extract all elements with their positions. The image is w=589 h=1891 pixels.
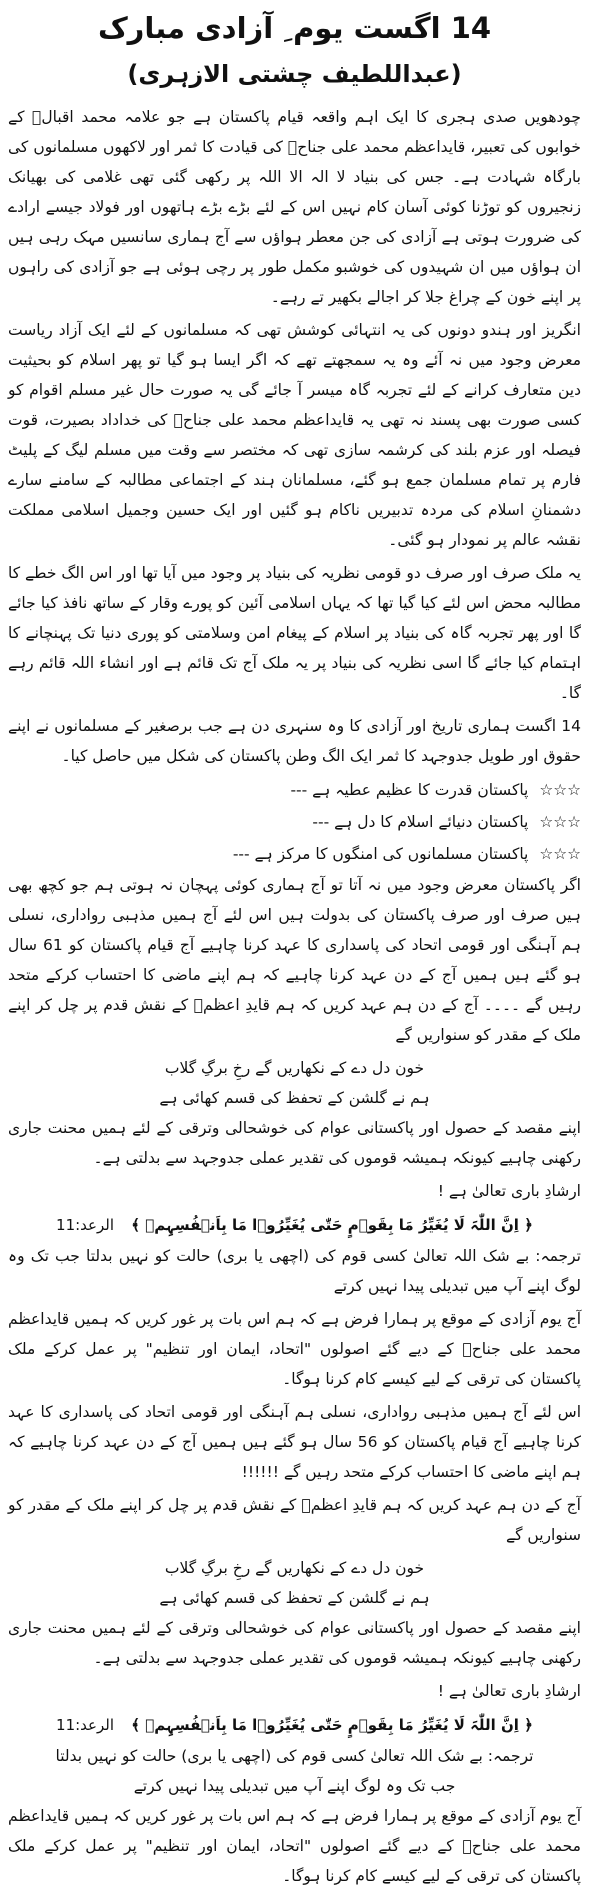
translation-line: ترجمہ: بے شک اللہ تعالیٰ کسی قوم کی (اچھی یا بری) حالت کو نہیں بدلتا xyxy=(55,1747,534,1765)
star-list-text: پاکستان دنیائے اسلام کا دل ہے --- xyxy=(312,813,529,831)
verse-text: ﴿ اِنَّ اللّٰہَ لَا یُغَیِّرُ مَا بِقَوۡمٍ حَتّٰی یُغَیِّرُوۡا مَا بِاَنۡفُسِہِمۡ ﴾ xyxy=(131,1216,533,1234)
poem-line: خون دل دے کے نکھاریں گے رخِ برگِ گلاب xyxy=(164,1559,425,1577)
verse-text: ﴿ اِنَّ اللّٰہَ لَا یُغَیِّرُ مَا بِقَوۡمٍ حَتّٰی یُغَیِّرُوۡا مَا بِاَنۡفُسِہِمۡ ﴾ xyxy=(131,1716,533,1734)
verse-reference: الرعد:11 xyxy=(56,1716,115,1734)
star-list-item xyxy=(8,838,581,870)
paragraph: آج یوم آزادی کے موقع پر ہمارا فرض ہے کہ ہم اس بات پر غور کریں کہ ہمیں قایداعظم محمد علی جناحؒ کے دیے گئے اصولوں "اتحاد، ایمان اور تنظیم" پر عمل کرکے ملک پاکستان کی ترقی کے لیے کیسے کام کرنا ہوگا۔ xyxy=(8,1310,581,1388)
star-list-text: پاکستان مسلمانوں کی امنگوں کا مرکز ہے --- xyxy=(232,845,529,863)
poem-line: ہم نے گلشن کے تحفظ کی قسم کھائی ہے xyxy=(159,1089,430,1107)
translation-line: جب تک وہ لوگ اپنے آپ میں تبدیلی پیدا نہیں کرتے xyxy=(133,1777,456,1795)
paragraph: ارشادِ باری تعالیٰ ہے ! xyxy=(437,1682,581,1700)
star-icon: ☆☆☆ xyxy=(539,845,581,863)
paragraph: یہ ملک صرف اور صرف دو قومی نظریہ کی بنیاد پر وجود میں آیا تھا اور اس الگ خطے کا مطالبہ محض اس لئے کیا گیا تھا کہ یہاں اسلامی آئین کو پورے وقار کے ساتھ نافذ کیا جائے گا اور پھر تجربہ گاہ کی بنیاد پر اسلام کے پیغام امن وسلامتی کو پوری دنیا تک پہنچانے کا اہتمام کیا جائے گا اسی نظریہ کی بنیاد پر یہ ملک آج تک قائم ہے اور انشاء اللہ قائم رہے گا۔ xyxy=(8,564,581,702)
paragraph: آج کے دن ہم عہد کریں کہ ہم قایدِ اعظمؒ کے نقش قدم پر چل کر اپنے ملک کے مقدر کو سنواریں گے xyxy=(8,1496,581,1544)
paragraph: آج یوم آزادی کے موقع پر ہمارا فرض ہے کہ ہم اس بات پر غور کریں کہ ہمیں قایداعظم محمد علی جناحؒ کے دیے گئے اصولوں "اتحاد، ایمان اور تنظیم" پر عمل کرکے ملک پاکستان کی ترقی کے لیے کیسے کام کرنا ہوگا۔ xyxy=(8,1807,581,1885)
paragraph: ارشادِ باری تعالیٰ ہے ! xyxy=(437,1182,581,1200)
paragraph: 14 اگست ہماری تاریخ اور آزادی کا وہ سنہری دن ہے جب برصغیر کے مسلمانوں نے اپنے حقوق اور طویل جدوجہد کا ثمر ایک الگ وطن پاکستان کی شکل میں حاصل کیا۔ xyxy=(8,717,581,765)
star-icon: ☆☆☆ xyxy=(539,813,581,831)
paragraph: اس لئے آج ہمیں مذہبی رواداری، نسلی ہم آہنگی اور قومی اتحاد کی پاسداری کا عہد کرنا چاہیے آج قیام پاکستان کو 56 سال ہو گئے ہیں ہمیں آج کے دن عہد کرنا چاہیے کہ ہم اپنے ماضی کا احتساب کرکے متحد رہیں گے !!!!!! xyxy=(8,1403,581,1481)
paragraph: ترجمہ: بے شک اللہ تعالیٰ کسی قوم کی (اچھی یا بری) حالت کو نہیں بدلتا جب تک وہ لوگ اپنے آپ میں تبدیلی پیدا نہیں کرتے xyxy=(8,1247,581,1295)
star-list-item xyxy=(8,806,581,838)
paragraph: اپنے مقصد کے حصول اور پاکستانی عوام کی خوشحالی وترقی کے لئے ہمیں محنت جاری رکھنی چاہیے کیونکہ ہمیشہ قوموں کی تقدیر عملی جدوجہد سے بدلتی ہے۔ xyxy=(8,1619,581,1667)
verse-reference: الرعد:11 xyxy=(56,1216,115,1234)
article-author: (عبداللطیف چشتی الازہری) xyxy=(127,60,462,88)
poem-line: خون دل دے کے نکھاریں گے رخِ برگِ گلاب xyxy=(164,1059,425,1077)
star-list-text: پاکستان قدرت کا عظیم عطیہ ہے --- xyxy=(290,781,529,799)
quran-verse xyxy=(8,1709,581,1741)
star-icon: ☆☆☆ xyxy=(539,781,581,799)
star-list-item xyxy=(8,774,581,806)
article-title: 14 اگست یوم ِ آزادی مبارک xyxy=(97,11,492,45)
paragraph: اپنے مقصد کے حصول اور پاکستانی عوام کی خوشحالی وترقی کے لئے ہمیں محنت جاری رکھنی چاہیے کیونکہ ہمیشہ قوموں کی تقدیر عملی جدوجہد سے بدلتی ہے۔ xyxy=(8,1119,581,1167)
paragraph: اگر پاکستان معرض وجود میں نہ آتا تو آج ہماری کوئی پہچان نہ ہوتی ہم جو کچھ بھی ہیں صرف اور صرف پاکستان کی بدولت ہیں اس لئے آج ہمیں مذہبی رواداری، نسلی ہم آہنگی اور قومی اتحاد کی پاسداری کا عہد کرنا چاہیے آج قیام پاکستان کو 61 سال ہو گئے ہیں ہمیں آج کے دن عہد کرنا چاہیے کہ ہم اپنے ماضی کا احتساب کرکے متحد رہیں گے ۔۔۔۔ آج کے دن ہم عہد کریں کہ ہم قایدِ اعظمؒ کے نقش قدم پر چل کر اپنے ملک کے مقدر کو سنواریں گے xyxy=(8,876,581,1044)
quran-verse xyxy=(8,1209,581,1241)
star-list xyxy=(8,774,581,870)
poem-line: ہم نے گلشن کے تحفظ کی قسم کھائی ہے xyxy=(159,1589,430,1607)
paragraph: انگریز اور ہندو دونوں کی یہ انتہائی کوشش تھی کہ مسلمانوں کے لئے ایک آزاد ریاست معرض وجود میں نہ آئے وہ یہ سمجھتے تھے کہ اگر ایسا ہو گیا تو پھر اسلام کو بحیثیت دین متعارف کرانے کے لئے تجربہ گاہ میسر آ جائے گی یہ صورت حال غیر مسلم اقوام کو کسی صورت بھی پسند نہ تھی یہ قایداعظم محمد علی جناحؒ کی خداداد بصیرت، قوت فیصلہ اور عزم بلند کی کرشمہ سازی تھی کہ مختصر سے وقت میں مسلم لیگ کے پلیٹ فارم پر تمام مسلمان جمع ہو گئے، مسلمانان ہند کے اجتماعی مطالبہ کے سامنے سارے دشمنانِ اسلام کی مردہ تدبیریں ناکام ہو گئیں اور ایک حسین وجمیل اسلامی مملکت نقشہ عالم پر نمودار ہو گئی۔ xyxy=(8,321,581,549)
paragraph: چودھویں صدی ہجری کا ایک اہم واقعہ قیام پاکستان ہے جو علامہ محمد اقبالؒ کے خوابوں کی تعبیر، قایداعظم محمد علی جناحؒ کی قیادت کا ثمر اور لاکھوں مسلمانوں کی بارگاہ شہادت ہے۔ جس کی بنیاد لا الہ الا اللہ پر رکھی گئی تھی غلامی کی بھیانک زنجیروں کو توڑنا کوئی آسان کام نہیں اس کے لئے بڑے بڑے ہاتھوں اور فولاد جیسے ارادے کی ضرورت ہوتی ہے آزادی کی جن معطر ہواؤں سے آج ہماری سانسیں مہک رہی ہیں ان ہواؤں میں ان شہیدوں کی خوشبو مکمل طور پر رچی ہوئی ہے جو آزادی کی راہوں پر اپنے خون کے چراغ جلا کر اجالے بکھیر تے رہے۔ xyxy=(8,108,581,306)
